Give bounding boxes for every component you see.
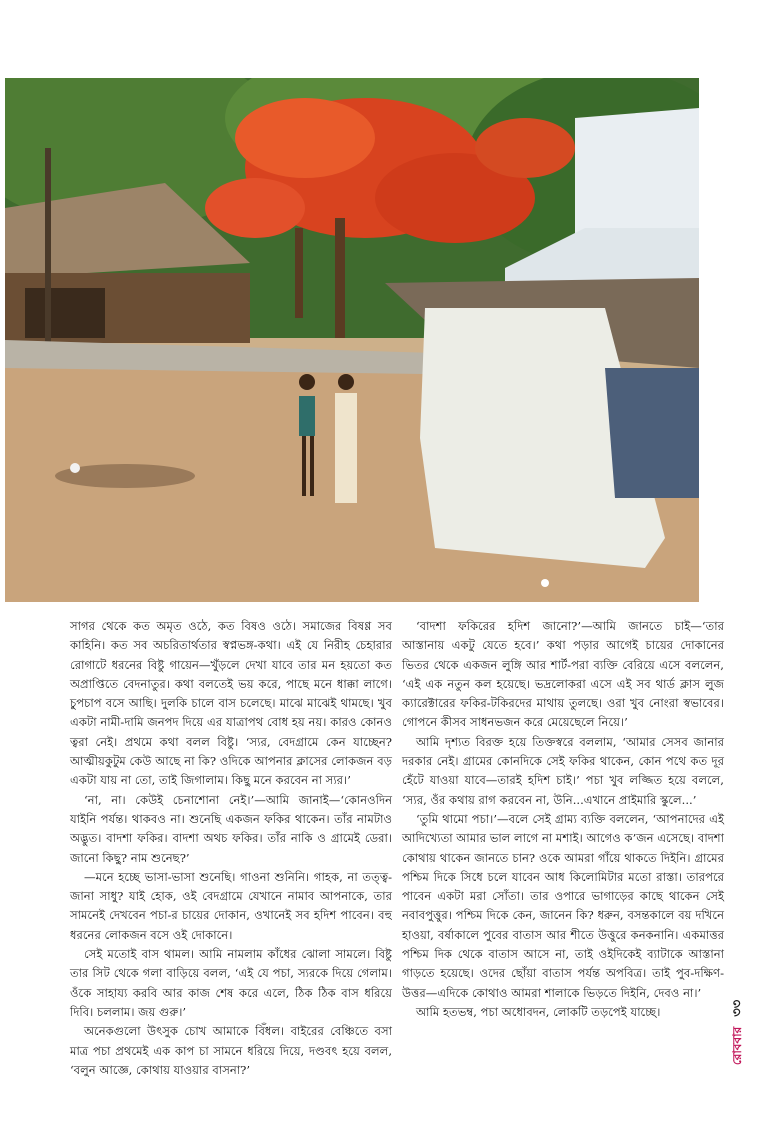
paragraph: ‘বাদশা ফকিরের হদিশ জানো?’—আমি জানতে চাই—‘তার আস্তানায় একটু যেতে হবে।’ কথা পড়ার আগেই চায়ের দোকানের ভিতর থেকে একজন লুঙ্গি আর শার্ট-পরা ব্যক্তি বেরিয়ে এসে বললেন, ‘এই এক নতুন কল হয়েছে। ভদ্রলোকরা এসে এই সব থার্ড ক্লাস লুজ ক্যারেক্টারের ফকির-টকিরদের মাথায় তুলছে। ওরা খুব নোংরা স্বভাবের। গোপনে কীসব সাধনভজন করে মেয়েছেলে নিয়ে।’ xyxy=(402,619,724,730)
paragraph: অনেকগুলো উৎসুক চোখ আমাকে বিঁধল। বাইরের বেঞ্চিতে বসা মাত্র পচা প্রথমেই এক কাপ চা সামনে ধরিয়ে দিয়ে, দণ্ডবৎ হয়ে বলল, ‘বলুন আজ্ঞে, কোথায় যাওয়ার বাসনা?’ xyxy=(70,1024,392,1077)
paragraph: ‘তুমি থামো পচা।’—বলে সেই গ্রাম্য ব্যক্তি বললেন, ‘আপনাদের এই আদিখ্যেতা আমার ভাল লাগে না মশাই। আগেও ক’জন এসেছে। বাদশা কোথায় থাকেন জানতে চান? ওকে আমরা গাঁয়ে থাকতে দিইনি। গ্রামের পশ্চিম দিকে সিধে চলে যাবেন আধ কিলোমিটার মতো রাস্তা। তারপরে পাবেন একটা মরা সোঁতা। তার ওপারে ভাগাড়ের কাছে থাকেন সেই নবাবপুত্তুর। পশ্চিম দিকে কেন, জানেন কি? ধরুন, বসন্তকালে বয় দখিনে হাওয়া, বর্ষাকালে পুবের বাতাস আর শীতে উত্তুরে কনকনানি। একমাত্তর পশ্চিম দিক থেকে বাতাস আসে না, তাই ওইদিকেই ব্যাটাকে আস্তানা গাড়তে হয়েছে। ওদের ছোঁয়া বাতাস পর্যন্ত অপবিত্র। তাই পুব-দক্ষিণ-উত্তর—এদিকে কোথাও আমরা শালাকে ভিড়তে দিইনি, দেবও না।’ xyxy=(402,811,725,1000)
page-number: ৩৩ xyxy=(730,999,746,1017)
paragraph: —মনে হচ্ছে ভাসা-ভাসা শুনেছি। গাওনা শুনিনি। গাহক, না তত্ত্ব-জানা সাধু? যাই হোক, ওই বেদগ্রামে যেখানে নামাব আপনাকে, তার সামনেই দেখবেন পচা-র চায়ের দোকান, ওখানেই সব হদিশ পাবেন। বহু ধরনের লোকজন বসে ওই দোকানে। xyxy=(70,869,392,942)
article-column-left xyxy=(70,617,392,1080)
paragraph: ‘না, না। কেউই চেনাশোনা নেই।’—আমি জানাই—‘কোনওদিন যাইনি পর্যন্ত। থাকবও না। শুনেছি একজন ফকির থাকেন। তাঁর নামটাও অদ্ভুত। বাদশা ফকির। বাদশা অথচ ফকির। তাঁর নাকি ও গ্রামেই ডেরা। জানো কিছু? নাম শুনেছ?’ xyxy=(70,792,392,865)
paragraph: সাগর থেকে কত অমৃত ওঠে, কত বিষও ওঠে। সমাজের বিষণ্ণ সব কাহিনি। কত সব অচরিতার্থতার স্বপ্নভঙ্গ-কথা। এই যে নিরীহ চেহারার রোগাটে ধরনের বিষ্টু গায়েন—খুঁড়লে দেখা যাবে তার মন হয়তো কত অপ্রাপ্তিতে বেদনাতুর। কথা বলতেই ভয় করে, পাছে মনে ধাক্কা লাগে। চুপচাপ বসে আছি। দুলকি চালে বাস চলেছে। মাঝে মাঝেই থামছে। খুব একটা নামী-দামি জনপদ দিয়ে এর যাত্রাপথ বোধ হয় নয়। কারও কোনও ত্বরা নেই। প্রথমে কথা বলল বিষ্টু। ‘স্যর, বেদগ্রামে কেন যাচ্ছেন? আত্মীয়কুটুম কেউ আছে না কি? ওদিকে আপনার ক্লাসের লোকজন বড় একটা যায় না তো, তাই জিগালাম। কিছু মনে করবেন না স্যর।’ xyxy=(70,619,392,788)
paragraph: আমি হতভম্ব, পচা অধোবদন, লোকটি তড়পেই যাচ্ছে। xyxy=(416,1004,661,1019)
paragraph: আমি দৃশ্যত বিরক্ত হয়ে তিক্তস্বরে বললাম, ‘আমার সেসব জানার দরকার নেই। গ্রামের কোনদিকে সেই ফকির থাকেন, কোন পথে কত দূর হেঁটে যাওয়া যাবে—তারই হদিশ চাই।’ পচা খুব লজ্জিত হয়ে বললে, ‘স্যর, ওঁর কথায় রাগ করবেন না, উনি...এখানে প্রাইমারি স্কুলে...’ xyxy=(402,734,724,807)
article-column-right xyxy=(402,617,724,1022)
paragraph: সেই মতোই বাস থামল। আমি নামলাম কাঁধের ঝোলা সামলে। বিষ্টু তার সিট থেকে গলা বাড়িয়ে বলল, ‘এই যে পচা, স্যরকে দিয়ে গেলাম। ওঁকে সাহায্য করবি আর কাজ শেষ করে এলে, ঠিক ঠিক বাস ধরিয়ে দিবি। চললাম। জয় গুরু।’ xyxy=(70,947,392,1019)
village-roadside-photo xyxy=(5,78,699,602)
photo-illustration xyxy=(5,78,699,602)
page-footer xyxy=(724,990,754,1075)
magazine-name: রোববার xyxy=(730,1026,745,1066)
